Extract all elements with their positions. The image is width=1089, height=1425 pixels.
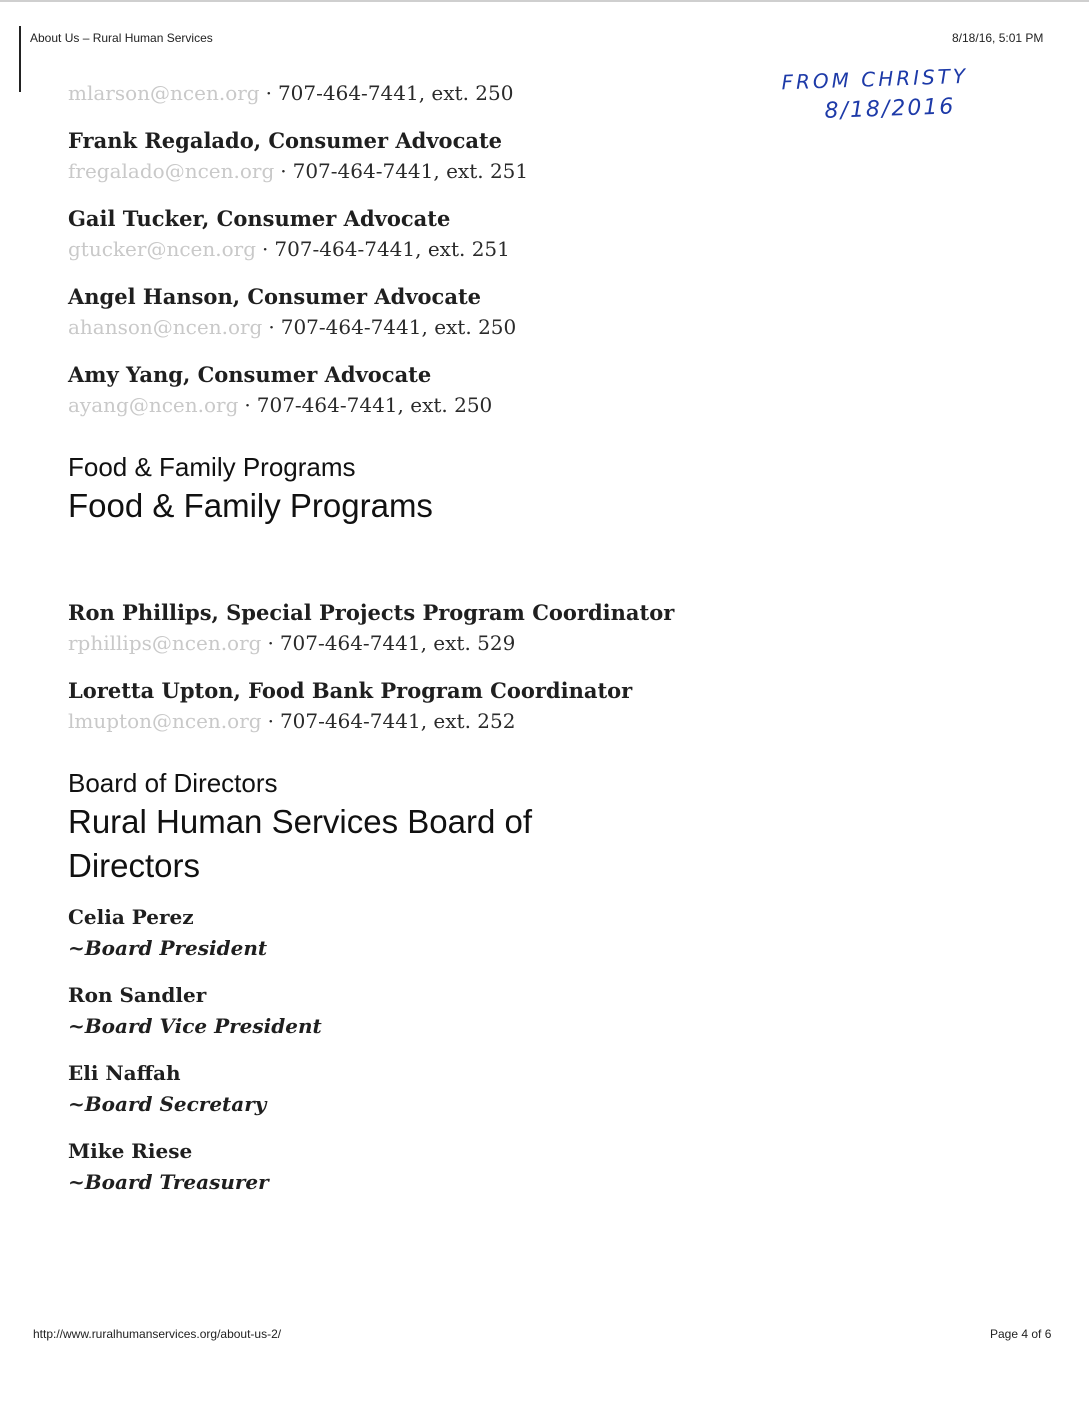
board-member-role: ~Board President <box>68 936 268 960</box>
phone-number: 707-464-7441, ext. 251 <box>292 159 529 183</box>
separator: · <box>267 709 274 733</box>
board-section <box>68 766 768 1198</box>
email-link[interactable]: gtucker@ncen.org <box>68 237 256 261</box>
staff-entry <box>68 282 768 342</box>
separator: · <box>244 393 251 417</box>
board-member <box>68 1058 768 1120</box>
separator: · <box>265 81 272 105</box>
handwritten-note-line1: FROM CHRISTY <box>781 63 969 95</box>
email-link[interactable]: ahanson@ncen.org <box>68 315 263 339</box>
phone-number: 707-464-7441, ext. 529 <box>279 631 516 655</box>
staff-entry <box>68 126 768 186</box>
staff-name: Amy Yang, Consumer Advocate <box>68 362 432 387</box>
contact-line <box>68 234 768 264</box>
board-member-name: Mike Riese <box>68 1139 193 1163</box>
board-member-name: Ron Sandler <box>68 983 207 1007</box>
page-number: Page 4 of 6 <box>990 1327 1052 1341</box>
food-family-section <box>68 450 768 736</box>
page-content <box>68 78 768 1214</box>
phone-number: 707-464-7441, ext. 250 <box>256 393 493 417</box>
board-member-name: Eli Naffah <box>68 1061 181 1085</box>
contact-line <box>68 390 768 420</box>
top-rule <box>0 0 1089 2</box>
staff-name: Gail Tucker, Consumer Advocate <box>68 206 451 231</box>
phone-number: 707-464-7441, ext. 250 <box>277 81 514 105</box>
page-url: http://www.ruralhumanservices.org/about-us-2/ <box>33 1327 282 1341</box>
staff-name: Angel Hanson, Consumer Advocate <box>68 284 482 309</box>
separator: · <box>268 315 275 339</box>
handwritten-note <box>781 62 1033 126</box>
contact-line <box>68 706 768 736</box>
phone-number: 707-464-7441, ext. 251 <box>274 237 510 261</box>
board-member <box>68 980 768 1042</box>
staff-name: Frank Regalado, Consumer Advocate <box>68 128 503 153</box>
section-heading: Rural Human Services Board of Directors <box>68 803 533 884</box>
board-member-role: ~Board Treasurer <box>68 1170 269 1194</box>
section-label: Food & Family Programs <box>68 452 356 482</box>
section-label: Board of Directors <box>68 768 278 798</box>
scan-mark <box>19 26 21 92</box>
email-link[interactable]: rphillips@ncen.org <box>68 631 262 655</box>
staff-name: Ron Phillips, Special Projects Program Coordinator <box>68 600 675 625</box>
phone-number: 707-464-7441, ext. 250 <box>280 315 517 339</box>
email-link[interactable]: lmupton@ncen.org <box>68 709 262 733</box>
staff-entry <box>68 78 768 108</box>
board-member-role: ~Board Vice President <box>68 1014 322 1038</box>
email-link[interactable]: mlarson@ncen.org <box>68 81 260 105</box>
contact-line <box>68 78 768 108</box>
contact-line <box>68 312 768 342</box>
contact-line <box>68 156 768 186</box>
email-link[interactable]: ayang@ncen.org <box>68 393 239 417</box>
board-member <box>68 1136 768 1198</box>
section-heading: Food & Family Programs <box>68 487 433 524</box>
print-header-datetime: 8/18/16, 5:01 PM <box>952 31 1044 45</box>
print-header-title: About Us – Rural Human Services <box>30 31 213 45</box>
separator: · <box>267 631 274 655</box>
staff-entry <box>68 360 768 420</box>
board-members <box>68 902 768 1198</box>
contact-line <box>68 628 768 658</box>
staff-name: Loretta Upton, Food Bank Program Coordinator <box>68 678 633 703</box>
staff-entry <box>68 676 768 736</box>
separator: · <box>262 237 269 261</box>
staff-entry <box>68 598 768 658</box>
board-member-role: ~Board Secretary <box>68 1092 267 1116</box>
food-family-staff <box>68 598 768 736</box>
email-link[interactable]: fregalado@ncen.org <box>68 159 275 183</box>
handwritten-note-date: 8/18/2016 <box>824 94 956 124</box>
board-member <box>68 902 768 964</box>
staff-entry <box>68 204 768 264</box>
board-member-name: Celia Perez <box>68 905 194 929</box>
separator: · <box>280 159 287 183</box>
phone-number: 707-464-7441, ext. 252 <box>279 709 516 733</box>
